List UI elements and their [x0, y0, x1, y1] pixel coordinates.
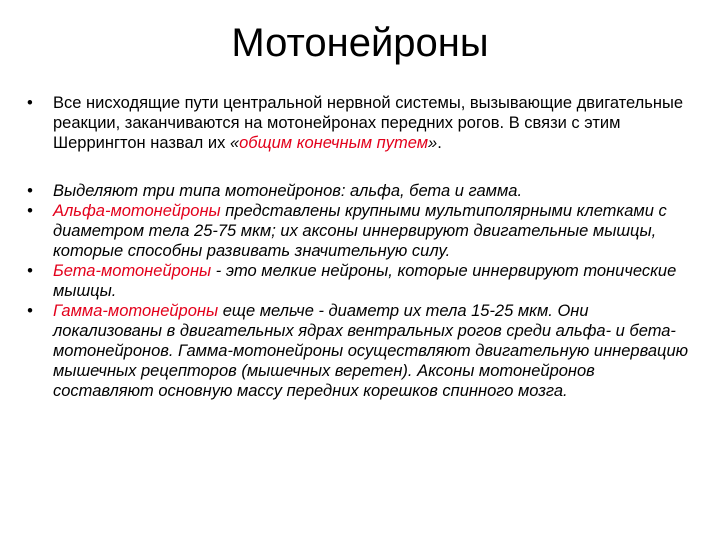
spacer	[27, 153, 695, 181]
item-text: Выделяют три типа мотонейронов: альфа, бета и гамма.	[53, 182, 523, 200]
list-item	[27, 301, 695, 401]
bullet-icon: •	[27, 202, 33, 220]
term-alpha: Альфа-мотонейроны	[53, 202, 221, 220]
slide-title: Мотонейроны	[231, 21, 489, 65]
emphasis-text: общим конечным путем	[239, 134, 429, 152]
item-end: .	[437, 134, 442, 152]
item-text: еще мельче - диаметр их тела 15-25 мкм. Они локализованы в двигательных ядрах вентральных рогов среди альфа- и бета-мотонейронов. Гамма-мотонейроны осуществляют двигательную иннервацию мышечных рецепторов (мышечных веретен). Аксоны мотонейронов составляют основную массу передних корешков спинного мозга.	[53, 302, 689, 400]
quote-open: «	[229, 134, 240, 152]
term-beta: Бета-мотонейроны	[53, 262, 212, 280]
bullet-icon: •	[27, 182, 33, 200]
list-item	[27, 181, 695, 201]
term-gamma: Гамма-мотонейроны	[53, 302, 219, 320]
bullet-list	[27, 93, 695, 401]
list-item	[27, 93, 695, 153]
item-text: представлены крупными мультиполярными клетками с диаметром тела 25-75 мкм; их аксоны иннервируют двигательные мышцы, которые способны развивать значительную силу.	[53, 202, 667, 260]
item-text: Все нисходящие пути центральной нервной системы, вызывающие двигательные реакции, заканчиваются на мотонейронах передних рогов. В связи с этим Шеррингтон назвал их	[53, 94, 684, 152]
bullet-icon: •	[27, 302, 33, 320]
list-item	[27, 261, 695, 301]
bullet-icon: •	[27, 262, 33, 280]
item-text: - это мелкие нейроны, которые иннервируют тонические мышцы.	[53, 262, 677, 300]
bullet-icon: •	[27, 94, 33, 112]
list-item	[27, 201, 695, 261]
quote-close: »	[428, 134, 438, 152]
